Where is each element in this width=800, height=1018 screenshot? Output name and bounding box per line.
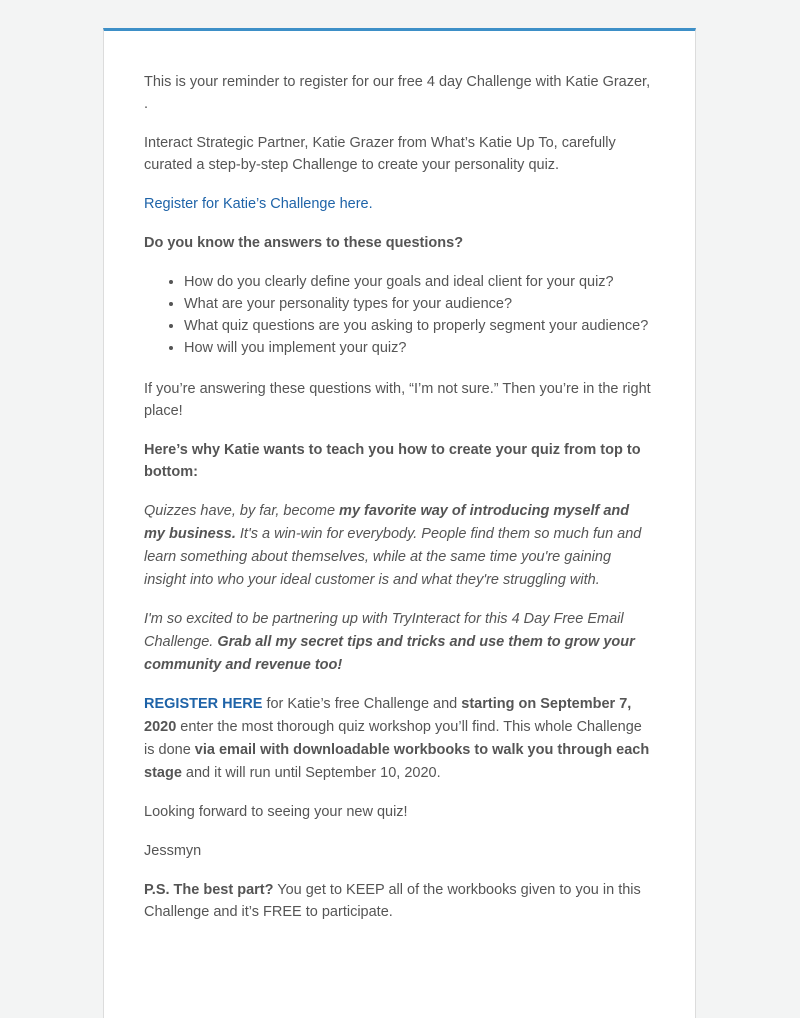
questions-list [144,271,654,359]
question-item: • What quiz questions are you asking to properly segment your audience? [184,315,654,337]
email-body [144,71,654,940]
ps-label: P.S. The best part? [144,882,274,898]
quote2-text-a: I'm so excited to be partnering up with TryInteract for this 4 Day Free Email Challenge. [144,611,624,650]
quote-paragraph-1 [144,500,654,592]
looking-forward-paragraph: Looking forward to seeing your new quiz! [144,804,408,820]
quote1-text-a: Quizzes have, by far, become [144,503,340,519]
signature: Jessmyn [144,843,202,859]
quote-paragraph-2 [144,608,654,677]
quote1-text-c: It's a win-win for everybody. People find them so much fun and learn something about themselves, while at the same time you're gaining insight into who your ideal customer is and what they're struggling with. [144,526,642,588]
quote2-text-bold: Grab all my secret tips and tricks and use them to grow your community and revenue too! [144,634,635,673]
question-item: • How will you implement your quiz? [184,337,654,359]
register-details-paragraph [144,693,654,785]
ps-paragraph [144,879,654,923]
not-sure-paragraph: If you’re answering these questions with, “I’m not sure.” Then you’re in the right place! [144,381,651,419]
question-item: • What are your personality types for your audience? [184,293,654,315]
questions-heading: Do you know the answers to these questions? [144,235,464,251]
register-challenge-link[interactable]: Register for Katie’s Challenge here. [144,196,373,212]
partner-paragraph: Interact Strategic Partner, Katie Grazer from What’s Katie Up To, carefully curated a step-by-step Challenge to create your personality quiz. [144,135,616,173]
register-format: via email with downloadable workbooks to walk you through each stage [144,742,650,781]
register-text-1: for Katie’s free Challenge and [262,696,462,712]
register-start-date: starting on September 7, 2020 [144,696,632,735]
email-card [103,28,696,1018]
register-text-3: and it will run until September 10, 2020. [181,765,441,781]
register-here-link[interactable]: REGISTER HERE [144,696,263,712]
why-heading: Here’s why Katie wants to teach you how to create your quiz from top to bottom: [144,442,641,480]
intro-paragraph: This is your reminder to register for our free 4 day Challenge with Katie Grazer, . [144,74,651,112]
ps-text: You get to KEEP all of the workbooks given to you in this Challenge and it’s FREE to participate. [144,882,641,920]
register-paragraph [144,193,654,215]
question-item: • How do you clearly define your goals and ideal client for your quiz? [184,271,654,293]
quote1-text-bold: my favorite way of introducing myself and my business. [144,503,630,542]
register-text-2: enter the most thorough quiz workshop you’ll find. This whole Challenge is done [144,719,642,758]
